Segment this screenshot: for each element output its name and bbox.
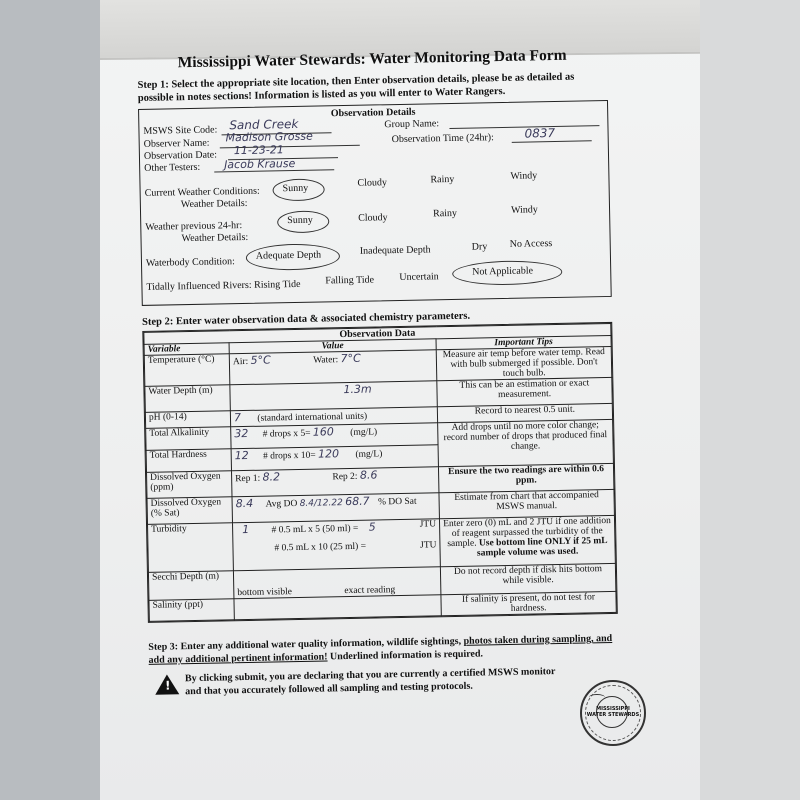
previous-rainy-option[interactable]: Rainy xyxy=(432,207,458,220)
do-saturation-tip: Estimate from chart that accompanied MSWS manual. xyxy=(439,489,614,518)
step3-text-end: Underlined information is required. xyxy=(327,648,484,663)
do-sat-value[interactable]: 8.4 xyxy=(235,496,254,511)
background-left xyxy=(0,0,100,800)
value-column-header: Value xyxy=(229,339,436,354)
turbidity-tip-cell xyxy=(439,515,615,566)
observation-details-box xyxy=(138,100,612,306)
observation-time-value[interactable]: 0837 xyxy=(524,125,556,141)
rep2-label: Rep 2: xyxy=(332,471,358,483)
ph-value[interactable]: 7 xyxy=(233,411,242,425)
water-depth-tip: This can be an estimation or exact measurement. xyxy=(437,377,612,406)
jtu-unit-2: JTU xyxy=(420,540,437,551)
current-weather-label: Current Weather Conditions: xyxy=(144,185,260,199)
current-windy-option[interactable]: Windy xyxy=(510,170,538,182)
bottom-visible-option[interactable]: bottom visible xyxy=(237,587,293,599)
site-code-value[interactable]: Sand Creek xyxy=(229,116,299,133)
time-line xyxy=(512,140,592,143)
observation-data-header: Observation Data xyxy=(144,323,611,344)
salinity-value-cell xyxy=(234,595,441,620)
turbidity-label: Turbidity xyxy=(148,523,234,573)
water-depth-label: Water Depth (m) xyxy=(145,385,230,413)
step3-instructions xyxy=(148,632,618,667)
secchi-tip: Do not record depth if disk hits bottom while visible. xyxy=(440,563,616,594)
observer-value[interactable]: Madison Grosse xyxy=(225,129,313,145)
current-cloudy-option[interactable]: Cloudy xyxy=(357,177,388,189)
alkalinity-tip: Add drops until no more color change; record number of drops that produced final change. xyxy=(438,419,614,466)
ph-tip: Record to nearest 0.5 unit. xyxy=(437,403,612,422)
paper-sheet xyxy=(100,0,700,800)
alkalinity-unit: (mg/L) xyxy=(350,427,378,438)
logo-text: MISSISSIPPI WATER STEWARDS xyxy=(586,706,640,718)
observation-time-label: Observation Time (24hr): xyxy=(391,132,494,146)
observation-data-table xyxy=(143,323,616,622)
variable-column-header: Variable xyxy=(144,343,229,356)
hardness-drops-value[interactable]: 12 xyxy=(234,448,249,463)
turbidity-bottom-line-tip: Use bottom line ONLY if 25 mL sample volume was used. xyxy=(476,536,608,559)
turbidity-line2: # 0.5 mL x 10 (25 ml) = xyxy=(274,541,367,554)
alkalinity-multiplier: # drops x 5= xyxy=(262,428,311,440)
form-title: Mississippi Water Stewards: Water Monitoring Data Form xyxy=(177,46,567,72)
tips-column-header: Important Tips xyxy=(436,335,611,349)
do-sat-result-value[interactable]: 68.7 xyxy=(345,494,370,509)
waterbody-condition-label: Waterbody Condition: xyxy=(145,256,235,269)
group-name-label: Group Name: xyxy=(384,118,440,131)
hardness-multiplier: # drops x 10= xyxy=(263,450,316,462)
dry-option[interactable]: Dry xyxy=(471,241,488,253)
dissolved-oxygen-sat-label: Dissolved Oxygen (% Sat) xyxy=(147,497,232,525)
total-alkalinity-label: Total Alkalinity xyxy=(146,427,231,451)
observer-label: Observer Name: xyxy=(143,137,210,150)
step1-instructions: Step 1: Select the appropriate site location, then Enter observation details, please be as detailed as possible in notes sections! Information is listed as you will enter to Water Rangers. xyxy=(137,71,575,104)
current-weather-details-label: Weather Details: xyxy=(180,197,248,211)
step3-underlined-text: photos taken during sampling, and add any additional pertinent information! xyxy=(148,632,613,666)
uncertain-option[interactable]: Uncertain xyxy=(399,271,439,284)
previous-sunny-option[interactable]: Sunny xyxy=(287,214,313,227)
rep2-value[interactable]: 8.6 xyxy=(359,468,378,482)
temperature-label: Temperature (°C) xyxy=(144,354,230,387)
other-testers-label: Other Testers: xyxy=(144,161,201,174)
certification-notice xyxy=(149,664,620,713)
do-saturation-value-cell xyxy=(232,493,439,523)
air-label: Air: xyxy=(232,356,249,368)
dissolved-oxygen-ppm-label: Dissolved Oxygen (ppm) xyxy=(147,471,232,499)
avg-do-calculation[interactable]: 8.4/12.22 xyxy=(299,498,343,509)
rep1-label: Rep 1: xyxy=(235,473,261,485)
previous-cloudy-option[interactable]: Cloudy xyxy=(358,212,388,224)
current-rainy-option[interactable]: Rainy xyxy=(430,173,455,186)
alkalinity-result-value[interactable]: 160 xyxy=(312,425,334,439)
total-hardness-label: Total Hardness xyxy=(146,449,231,473)
salinity-tip: If salinity is present, do not test for hardness. xyxy=(441,591,616,615)
not-applicable-option[interactable]: Not Applicable xyxy=(472,265,534,278)
inadequate-depth-option[interactable]: Inadequate Depth xyxy=(359,244,431,257)
water-depth-value[interactable]: 1.3m xyxy=(343,382,372,397)
mississippi-water-stewards-logo xyxy=(580,680,646,746)
warning-icon: ! xyxy=(155,674,179,694)
water-label: Water: xyxy=(313,355,339,366)
step3-text-start: Step 3: Enter any additional water quality information, wildlife sightings, xyxy=(148,635,464,653)
secchi-depth-label: Secchi Depth (m) xyxy=(148,571,234,601)
previous-weather-details-label: Weather Details: xyxy=(181,231,249,245)
observation-date-value[interactable]: 11-23-21 xyxy=(233,143,284,158)
previous-weather-label: Weather previous 24-hr: xyxy=(145,220,243,233)
alkalinity-drops-value[interactable]: 32 xyxy=(234,426,249,441)
adequate-depth-option[interactable]: Adequate Depth xyxy=(255,249,322,262)
step2-instructions: Step 2: Enter water observation data & associated chemistry parameters. xyxy=(142,310,471,328)
monitoring-form xyxy=(137,46,620,713)
previous-windy-option[interactable]: Windy xyxy=(510,204,538,216)
certification-text: By clicking submit, you are declaring that you are currently a certified MSWS monitor and that you accurately followed all sampling and testing protocols. xyxy=(184,666,556,698)
logo-wave-icon xyxy=(589,694,605,701)
no-access-option[interactable]: No Access xyxy=(509,238,553,250)
air-temperature-value[interactable]: 5°C xyxy=(250,353,271,367)
water-depth-value-cell xyxy=(230,381,437,411)
temperature-value-cell xyxy=(229,350,437,385)
ph-label: pH (0-14) xyxy=(145,411,230,429)
dissolved-oxygen-value-cell xyxy=(231,467,438,497)
hardness-unit: (mg/L) xyxy=(355,449,383,460)
turbidity-result1[interactable]: 5 xyxy=(368,520,376,534)
jtu-unit-1: JTU xyxy=(419,519,437,530)
observation-date-label: Observation Date: xyxy=(143,149,218,162)
avg-do-label: Avg DO xyxy=(265,499,298,510)
exact-reading-option[interactable]: exact reading xyxy=(344,585,396,597)
water-temperature-value[interactable]: 7°C xyxy=(340,351,361,366)
falling-tide-option[interactable]: Falling Tide xyxy=(325,274,375,287)
site-code-label: MSWS Site Code: xyxy=(143,124,218,137)
turbidity-tip: Enter zero (0) mL and 2 JTU if one addition of reagent surpassed the turbidity of the sample. xyxy=(443,515,611,550)
rep1-value[interactable]: 8.2 xyxy=(262,470,281,484)
turbidity-value[interactable]: 1 xyxy=(242,522,250,537)
dissolved-oxygen-tip: Ensure the two readings are within 0.6 ppm. xyxy=(438,463,613,492)
tidal-rising-option[interactable]: Tidally Influenced Rivers: Rising Tide xyxy=(146,278,301,293)
do-sat-unit: % DO Sat xyxy=(377,496,417,508)
observation-details-header: Observation Details xyxy=(330,106,416,120)
hardness-result-value[interactable]: 120 xyxy=(317,447,340,461)
background-right xyxy=(700,0,800,800)
ph-units-note: (standard international units) xyxy=(257,411,368,424)
temperature-tip: Measure air temp before water temp. Read with bulb submerged if possible. Don't touch bulb. xyxy=(436,346,612,380)
turbidity-value-cell xyxy=(232,519,440,571)
observation-data-box xyxy=(142,322,618,623)
salinity-label: Salinity (ppt) xyxy=(149,599,234,622)
secchi-value-cell xyxy=(233,567,440,599)
current-sunny-option[interactable]: Sunny xyxy=(282,182,309,195)
other-testers-value[interactable]: Jacob Krause xyxy=(224,156,296,172)
turbidity-line1: # 0.5 mL x 5 (50 ml) = xyxy=(271,523,359,536)
